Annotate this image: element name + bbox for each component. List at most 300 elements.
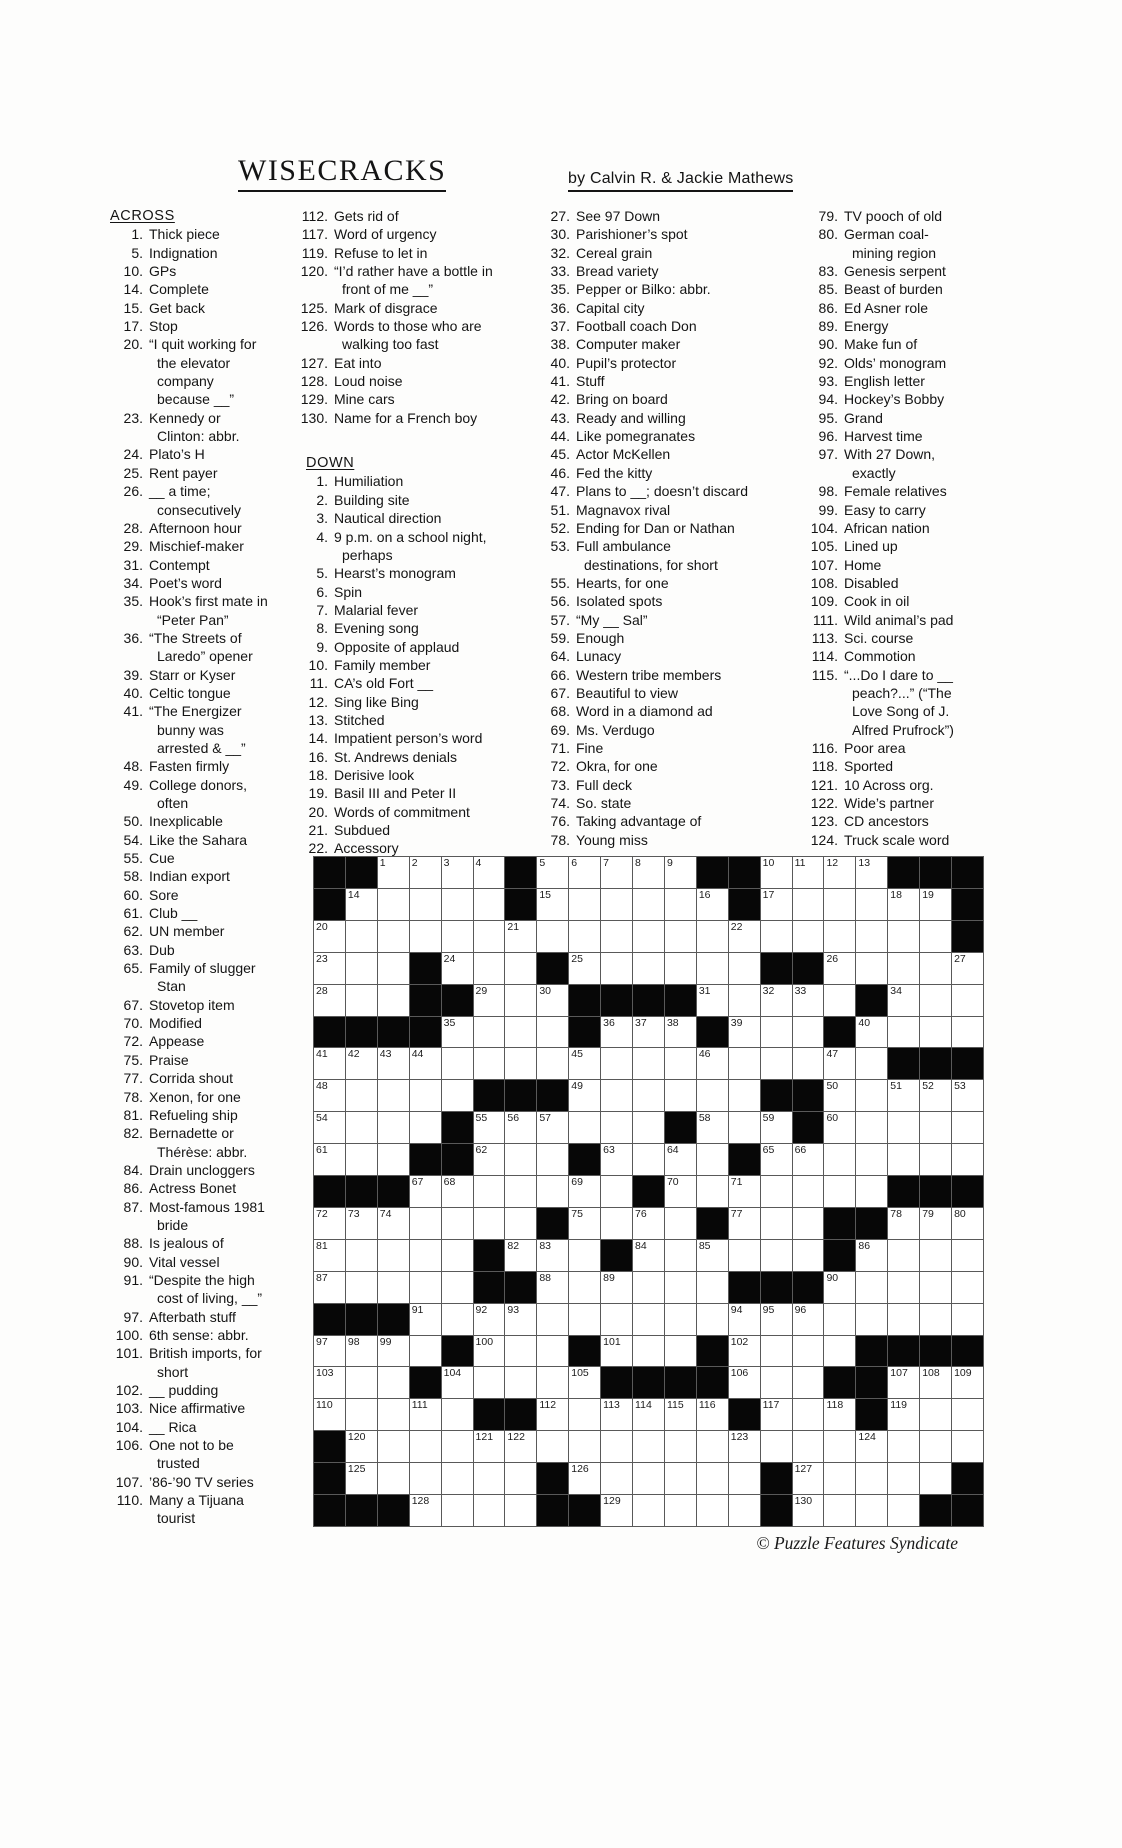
grid-cell[interactable] <box>601 1495 633 1527</box>
grid-cell[interactable] <box>314 1272 346 1304</box>
grid-cell[interactable] <box>537 1272 569 1304</box>
grid-cell[interactable] <box>474 889 506 921</box>
grid-cell[interactable] <box>314 1080 346 1112</box>
grid-cell[interactable] <box>856 1304 888 1336</box>
grid-cell[interactable] <box>442 1208 474 1240</box>
grid-cell[interactable] <box>665 1144 697 1176</box>
grid-cell[interactable] <box>601 1048 633 1080</box>
grid-cell[interactable] <box>856 1495 888 1527</box>
grid-cell[interactable] <box>474 953 506 985</box>
grid-cell[interactable] <box>346 1144 378 1176</box>
grid-cell[interactable] <box>442 1495 474 1527</box>
grid-cell[interactable] <box>378 1112 410 1144</box>
grid-cell[interactable] <box>888 1112 920 1144</box>
grid-cell[interactable] <box>601 1304 633 1336</box>
grid-cell[interactable] <box>346 1240 378 1272</box>
grid-cell[interactable] <box>474 1495 506 1527</box>
grid-cell[interactable] <box>729 921 761 953</box>
grid-cell[interactable] <box>761 1304 793 1336</box>
grid-cell[interactable] <box>856 1144 888 1176</box>
grid-cell[interactable] <box>697 985 729 1017</box>
grid-cell[interactable] <box>346 889 378 921</box>
grid-cell[interactable] <box>697 1144 729 1176</box>
grid-cell[interactable] <box>633 1080 665 1112</box>
grid-cell[interactable] <box>569 1463 601 1495</box>
grid-cell[interactable] <box>601 1463 633 1495</box>
grid-cell[interactable] <box>793 1017 825 1049</box>
grid-cell[interactable] <box>920 1112 952 1144</box>
grid-cell[interactable] <box>474 1017 506 1049</box>
grid-cell[interactable] <box>378 921 410 953</box>
grid-cell[interactable] <box>793 889 825 921</box>
grid-cell[interactable] <box>569 1080 601 1112</box>
grid-cell[interactable] <box>346 921 378 953</box>
grid-cell[interactable] <box>793 1336 825 1368</box>
grid-cell[interactable] <box>410 1399 442 1431</box>
grid-cell[interactable] <box>346 1431 378 1463</box>
grid-cell[interactable] <box>697 1272 729 1304</box>
grid-cell[interactable] <box>856 1112 888 1144</box>
grid-cell[interactable] <box>410 1208 442 1240</box>
grid-cell[interactable] <box>697 1304 729 1336</box>
grid-cell[interactable] <box>601 1272 633 1304</box>
grid-cell[interactable] <box>505 1336 537 1368</box>
grid-cell[interactable] <box>537 1017 569 1049</box>
grid-cell[interactable] <box>665 889 697 921</box>
grid-cell[interactable] <box>761 1367 793 1399</box>
grid-cell[interactable] <box>729 1176 761 1208</box>
grid-cell[interactable] <box>856 857 888 889</box>
grid-cell[interactable] <box>442 1240 474 1272</box>
grid-cell[interactable] <box>505 1495 537 1527</box>
grid-cell[interactable] <box>665 1048 697 1080</box>
grid-cell[interactable] <box>314 1208 346 1240</box>
grid-cell[interactable] <box>856 1240 888 1272</box>
grid-cell[interactable] <box>856 1176 888 1208</box>
grid-cell[interactable] <box>378 1208 410 1240</box>
grid-cell[interactable] <box>474 1208 506 1240</box>
grid-cell[interactable] <box>378 1431 410 1463</box>
grid-cell[interactable] <box>474 1144 506 1176</box>
grid-cell[interactable] <box>569 1176 601 1208</box>
grid-cell[interactable] <box>665 1304 697 1336</box>
grid-cell[interactable] <box>888 985 920 1017</box>
grid-cell[interactable] <box>824 889 856 921</box>
grid-cell[interactable] <box>888 1399 920 1431</box>
grid-cell[interactable] <box>537 1304 569 1336</box>
grid-cell[interactable] <box>537 1240 569 1272</box>
grid-cell[interactable] <box>824 1080 856 1112</box>
grid-cell[interactable] <box>378 1399 410 1431</box>
grid-cell[interactable] <box>824 985 856 1017</box>
grid-cell[interactable] <box>952 1208 984 1240</box>
grid-cell[interactable] <box>410 1080 442 1112</box>
grid-cell[interactable] <box>761 1144 793 1176</box>
grid-cell[interactable] <box>633 1463 665 1495</box>
grid-cell[interactable] <box>920 1463 952 1495</box>
grid-cell[interactable] <box>569 1431 601 1463</box>
grid-cell[interactable] <box>569 921 601 953</box>
grid-cell[interactable] <box>665 1336 697 1368</box>
grid-cell[interactable] <box>856 889 888 921</box>
grid-cell[interactable] <box>856 921 888 953</box>
grid-cell[interactable] <box>569 1240 601 1272</box>
grid-cell[interactable] <box>474 985 506 1017</box>
grid-cell[interactable] <box>888 889 920 921</box>
grid-cell[interactable] <box>729 1208 761 1240</box>
grid-cell[interactable] <box>856 1080 888 1112</box>
grid-cell[interactable] <box>920 1208 952 1240</box>
grid-cell[interactable] <box>601 1080 633 1112</box>
grid-cell[interactable] <box>314 1399 346 1431</box>
grid-cell[interactable] <box>697 889 729 921</box>
grid-cell[interactable] <box>378 953 410 985</box>
grid-cell[interactable] <box>569 1048 601 1080</box>
grid-cell[interactable] <box>793 1495 825 1527</box>
grid-cell[interactable] <box>633 1240 665 1272</box>
grid-cell[interactable] <box>888 1240 920 1272</box>
grid-cell[interactable] <box>569 1208 601 1240</box>
grid-cell[interactable] <box>920 953 952 985</box>
grid-cell[interactable] <box>505 985 537 1017</box>
grid-cell[interactable] <box>729 1017 761 1049</box>
grid-cell[interactable] <box>601 1431 633 1463</box>
grid-cell[interactable] <box>952 985 984 1017</box>
grid-cell[interactable] <box>856 1431 888 1463</box>
grid-cell[interactable] <box>474 1463 506 1495</box>
grid-cell[interactable] <box>410 1176 442 1208</box>
grid-cell[interactable] <box>729 985 761 1017</box>
grid-cell[interactable] <box>505 953 537 985</box>
grid-cell[interactable] <box>633 1048 665 1080</box>
grid-cell[interactable] <box>410 1240 442 1272</box>
grid-cell[interactable] <box>474 921 506 953</box>
grid-cell[interactable] <box>888 1431 920 1463</box>
grid-cell[interactable] <box>537 889 569 921</box>
grid-cell[interactable] <box>633 1495 665 1527</box>
grid-cell[interactable] <box>793 1304 825 1336</box>
grid-cell[interactable] <box>665 1495 697 1527</box>
grid-cell[interactable] <box>665 1176 697 1208</box>
grid-cell[interactable] <box>378 857 410 889</box>
grid-cell[interactable] <box>569 1272 601 1304</box>
grid-cell[interactable] <box>569 857 601 889</box>
grid-cell[interactable] <box>410 1463 442 1495</box>
grid-cell[interactable] <box>761 1017 793 1049</box>
grid-cell[interactable] <box>537 1112 569 1144</box>
grid-cell[interactable] <box>346 1272 378 1304</box>
grid-cell[interactable] <box>793 1240 825 1272</box>
grid-cell[interactable] <box>346 1112 378 1144</box>
grid-cell[interactable] <box>888 1367 920 1399</box>
grid-cell[interactable] <box>920 1272 952 1304</box>
grid-cell[interactable] <box>474 1336 506 1368</box>
grid-cell[interactable] <box>601 1399 633 1431</box>
grid-cell[interactable] <box>697 1048 729 1080</box>
grid-cell[interactable] <box>569 953 601 985</box>
grid-cell[interactable] <box>920 921 952 953</box>
grid-cell[interactable] <box>793 1431 825 1463</box>
grid-cell[interactable] <box>761 921 793 953</box>
grid-cell[interactable] <box>346 1080 378 1112</box>
grid-cell[interactable] <box>633 921 665 953</box>
grid-cell[interactable] <box>729 1240 761 1272</box>
grid-cell[interactable] <box>537 921 569 953</box>
grid-cell[interactable] <box>824 1336 856 1368</box>
grid-cell[interactable] <box>920 1017 952 1049</box>
grid-cell[interactable] <box>505 1431 537 1463</box>
grid-cell[interactable] <box>442 1176 474 1208</box>
grid-cell[interactable] <box>729 1367 761 1399</box>
grid-cell[interactable] <box>314 1112 346 1144</box>
grid-cell[interactable] <box>761 1399 793 1431</box>
grid-cell[interactable] <box>665 1017 697 1049</box>
grid-cell[interactable] <box>824 1176 856 1208</box>
grid-cell[interactable] <box>346 985 378 1017</box>
grid-cell[interactable] <box>633 1017 665 1049</box>
grid-cell[interactable] <box>537 1367 569 1399</box>
grid-cell[interactable] <box>697 1112 729 1144</box>
grid-cell[interactable] <box>569 1399 601 1431</box>
grid-cell[interactable] <box>633 889 665 921</box>
grid-cell[interactable] <box>888 1463 920 1495</box>
grid-cell[interactable] <box>793 921 825 953</box>
grid-cell[interactable] <box>474 1367 506 1399</box>
grid-cell[interactable] <box>856 1272 888 1304</box>
grid-cell[interactable] <box>505 1144 537 1176</box>
grid-cell[interactable] <box>537 1176 569 1208</box>
grid-cell[interactable] <box>474 1112 506 1144</box>
grid-cell[interactable] <box>633 1431 665 1463</box>
grid-cell[interactable] <box>378 1336 410 1368</box>
grid-cell[interactable] <box>601 889 633 921</box>
grid-cell[interactable] <box>665 1431 697 1463</box>
grid-cell[interactable] <box>697 1080 729 1112</box>
grid-cell[interactable] <box>888 1017 920 1049</box>
grid-cell[interactable] <box>697 1495 729 1527</box>
grid-cell[interactable] <box>505 1112 537 1144</box>
grid-cell[interactable] <box>346 1208 378 1240</box>
grid-cell[interactable] <box>601 921 633 953</box>
grid-cell[interactable] <box>378 1463 410 1495</box>
grid-cell[interactable] <box>378 1240 410 1272</box>
grid-cell[interactable] <box>729 1048 761 1080</box>
grid-cell[interactable] <box>824 1272 856 1304</box>
grid-cell[interactable] <box>665 1272 697 1304</box>
grid-cell[interactable] <box>665 857 697 889</box>
grid-cell[interactable] <box>888 1208 920 1240</box>
grid-cell[interactable] <box>314 1367 346 1399</box>
grid-cell[interactable] <box>410 857 442 889</box>
grid-cell[interactable] <box>920 1240 952 1272</box>
grid-cell[interactable] <box>442 1272 474 1304</box>
grid-cell[interactable] <box>601 953 633 985</box>
grid-cell[interactable] <box>505 1463 537 1495</box>
grid-cell[interactable] <box>824 1112 856 1144</box>
grid-cell[interactable] <box>474 1431 506 1463</box>
grid-cell[interactable] <box>633 1208 665 1240</box>
grid-cell[interactable] <box>505 1304 537 1336</box>
grid-cell[interactable] <box>442 1080 474 1112</box>
grid-cell[interactable] <box>633 1399 665 1431</box>
grid-cell[interactable] <box>793 857 825 889</box>
grid-cell[interactable] <box>665 1208 697 1240</box>
grid-cell[interactable] <box>378 985 410 1017</box>
grid-cell[interactable] <box>665 1080 697 1112</box>
grid-cell[interactable] <box>537 1048 569 1080</box>
grid-cell[interactable] <box>378 1080 410 1112</box>
grid-cell[interactable] <box>729 953 761 985</box>
grid-cell[interactable] <box>410 1304 442 1336</box>
grid-cell[interactable] <box>697 1463 729 1495</box>
grid-cell[interactable] <box>952 1017 984 1049</box>
grid-cell[interactable] <box>761 1336 793 1368</box>
grid-cell[interactable] <box>601 1112 633 1144</box>
grid-cell[interactable] <box>952 1240 984 1272</box>
grid-cell[interactable] <box>537 1336 569 1368</box>
grid-cell[interactable] <box>601 1208 633 1240</box>
grid-cell[interactable] <box>761 889 793 921</box>
grid-cell[interactable] <box>697 1399 729 1431</box>
grid-cell[interactable] <box>346 1367 378 1399</box>
grid-cell[interactable] <box>761 1176 793 1208</box>
grid-cell[interactable] <box>920 985 952 1017</box>
grid-cell[interactable] <box>633 1112 665 1144</box>
grid-cell[interactable] <box>442 921 474 953</box>
grid-cell[interactable] <box>824 1463 856 1495</box>
grid-cell[interactable] <box>824 1431 856 1463</box>
grid-cell[interactable] <box>537 857 569 889</box>
grid-cell[interactable] <box>442 889 474 921</box>
grid-cell[interactable] <box>793 985 825 1017</box>
grid-cell[interactable] <box>856 1463 888 1495</box>
grid-cell[interactable] <box>952 1304 984 1336</box>
grid-cell[interactable] <box>569 1304 601 1336</box>
grid-cell[interactable] <box>952 1367 984 1399</box>
grid-cell[interactable] <box>920 1304 952 1336</box>
grid-cell[interactable] <box>442 1399 474 1431</box>
grid-cell[interactable] <box>665 921 697 953</box>
grid-cell[interactable] <box>410 1112 442 1144</box>
grid-cell[interactable] <box>761 985 793 1017</box>
grid-cell[interactable] <box>793 1463 825 1495</box>
grid-cell[interactable] <box>474 1304 506 1336</box>
grid-cell[interactable] <box>729 1336 761 1368</box>
grid-cell[interactable] <box>442 1463 474 1495</box>
grid-cell[interactable] <box>633 1304 665 1336</box>
grid-cell[interactable] <box>793 1367 825 1399</box>
grid-cell[interactable] <box>920 1080 952 1112</box>
grid-cell[interactable] <box>633 1144 665 1176</box>
grid-cell[interactable] <box>761 1240 793 1272</box>
grid-cell[interactable] <box>633 953 665 985</box>
grid-cell[interactable] <box>346 1463 378 1495</box>
grid-cell[interactable] <box>793 1399 825 1431</box>
grid-cell[interactable] <box>952 953 984 985</box>
grid-cell[interactable] <box>410 1495 442 1527</box>
grid-cell[interactable] <box>888 1272 920 1304</box>
grid-cell[interactable] <box>378 1367 410 1399</box>
grid-cell[interactable] <box>665 1463 697 1495</box>
grid-cell[interactable] <box>346 1048 378 1080</box>
grid-cell[interactable] <box>697 1176 729 1208</box>
grid-cell[interactable] <box>505 1208 537 1240</box>
grid-cell[interactable] <box>888 953 920 985</box>
grid-cell[interactable] <box>888 1144 920 1176</box>
grid-cell[interactable] <box>378 1272 410 1304</box>
grid-cell[interactable] <box>952 1144 984 1176</box>
grid-cell[interactable] <box>378 1048 410 1080</box>
grid-cell[interactable] <box>888 1495 920 1527</box>
grid-cell[interactable] <box>729 1495 761 1527</box>
grid-cell[interactable] <box>824 857 856 889</box>
grid-cell[interactable] <box>793 1176 825 1208</box>
grid-cell[interactable] <box>824 1048 856 1080</box>
grid-cell[interactable] <box>410 1272 442 1304</box>
grid-cell[interactable] <box>952 1272 984 1304</box>
grid-cell[interactable] <box>888 1080 920 1112</box>
grid-cell[interactable] <box>697 1240 729 1272</box>
grid-cell[interactable] <box>505 1176 537 1208</box>
grid-cell[interactable] <box>474 1048 506 1080</box>
grid-cell[interactable] <box>920 889 952 921</box>
grid-cell[interactable] <box>442 1431 474 1463</box>
grid-cell[interactable] <box>665 1240 697 1272</box>
grid-cell[interactable] <box>601 857 633 889</box>
grid-cell[interactable] <box>952 1399 984 1431</box>
grid-cell[interactable] <box>314 1144 346 1176</box>
grid-cell[interactable] <box>824 953 856 985</box>
grid-cell[interactable] <box>729 1112 761 1144</box>
grid-cell[interactable] <box>442 1304 474 1336</box>
grid-cell[interactable] <box>697 1431 729 1463</box>
grid-cell[interactable] <box>761 1208 793 1240</box>
grid-cell[interactable] <box>346 1336 378 1368</box>
grid-cell[interactable] <box>920 1144 952 1176</box>
grid-cell[interactable] <box>410 1431 442 1463</box>
grid-cell[interactable] <box>761 857 793 889</box>
grid-cell[interactable] <box>314 985 346 1017</box>
grid-cell[interactable] <box>314 953 346 985</box>
grid-cell[interactable] <box>378 889 410 921</box>
grid-cell[interactable] <box>729 1431 761 1463</box>
grid-cell[interactable] <box>824 1144 856 1176</box>
grid-cell[interactable] <box>665 953 697 985</box>
grid-cell[interactable] <box>697 921 729 953</box>
grid-cell[interactable] <box>537 1431 569 1463</box>
grid-cell[interactable] <box>314 1240 346 1272</box>
grid-cell[interactable] <box>952 1112 984 1144</box>
grid-cell[interactable] <box>824 1304 856 1336</box>
grid-cell[interactable] <box>952 1431 984 1463</box>
grid-cell[interactable] <box>729 1080 761 1112</box>
grid-cell[interactable] <box>920 1367 952 1399</box>
grid-cell[interactable] <box>474 857 506 889</box>
grid-cell[interactable] <box>856 953 888 985</box>
grid-cell[interactable] <box>537 985 569 1017</box>
grid-cell[interactable] <box>442 1048 474 1080</box>
grid-cell[interactable] <box>505 921 537 953</box>
grid-cell[interactable] <box>793 1048 825 1080</box>
grid-cell[interactable] <box>569 1367 601 1399</box>
grid-cell[interactable] <box>824 1399 856 1431</box>
grid-cell[interactable] <box>378 1144 410 1176</box>
grid-cell[interactable] <box>856 1017 888 1049</box>
grid-cell[interactable] <box>314 921 346 953</box>
grid-cell[interactable] <box>569 889 601 921</box>
grid-cell[interactable] <box>314 1048 346 1080</box>
grid-cell[interactable] <box>761 1048 793 1080</box>
